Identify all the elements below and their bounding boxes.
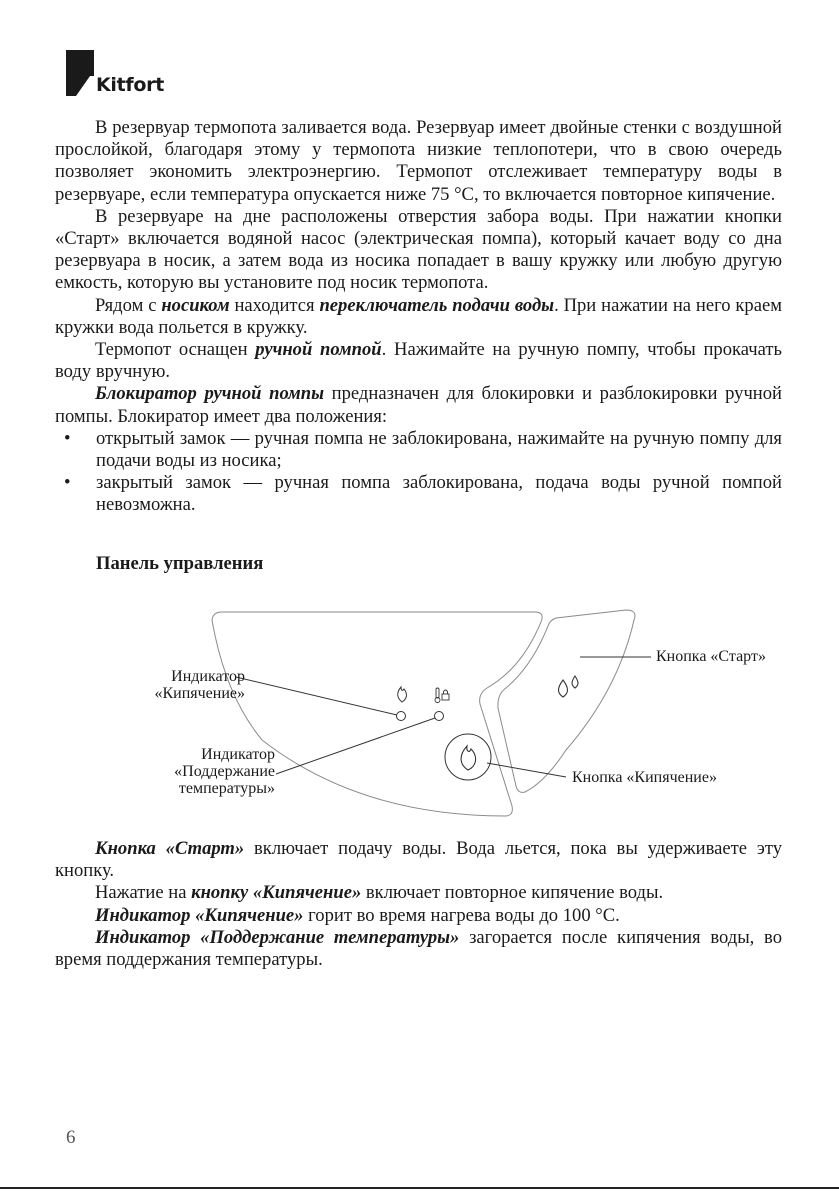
paragraph-reservoir: В резервуар термопота заливается вода. Резервуар имеет двойные стенки с воздушной прослойкой, благодаря этому у термопота низкие теплопотери, что в свою очередь позволяет экономить электроэнергию. Термопот отслеживает температуру воды в резервуаре, если температура опускается ниже 75 °C, то включается повторное кипячение. [55, 117, 782, 205]
boil-indicator-led [397, 712, 406, 721]
term-spout: носиком [161, 294, 230, 316]
section-title-control-panel: Панель управления [96, 553, 264, 574]
term-manual-pump: ручной помпой [255, 339, 382, 361]
paragraph-boil-button: Нажатие на кнопку «Кипячение» включает повторное кипячение воды. [95, 882, 664, 904]
leader-line-keep-indicator [276, 718, 435, 774]
brand-name: Kitfort [96, 74, 164, 96]
control-panel-diagram [0, 590, 839, 830]
paragraph-pump-lock: Блокиратор ручной помпы предназначен для блокировки и разблокировки ручной помпы. Блокиратор имеет два положения: [55, 383, 782, 427]
lock-positions-list [55, 428, 782, 517]
keep-warm-indicator-led [435, 712, 444, 721]
flame-icon [398, 687, 407, 702]
paragraph-manual-pump: Термопот оснащен ручной помпой. Нажимайте на ручную помпу, чтобы прокачать воду вручную. [55, 339, 782, 383]
term-water-switch: переключатель подачи воды [319, 294, 555, 316]
term-pump-lock: Блокиратор ручной помпы [95, 383, 325, 405]
term-start-button: Кнопка «Старт» [95, 838, 245, 859]
boil-button[interactable] [445, 734, 491, 780]
leader-line-boil-button [487, 763, 566, 777]
paragraph-start-button: Кнопка «Старт» включает подачу воды. Вода льется, пока вы удерживаете эту кнопку. [55, 838, 782, 882]
start-button[interactable] [559, 676, 579, 697]
label-start-button: Кнопка «Старт» [656, 648, 766, 665]
paragraph-pump: В резервуаре на дне расположены отверстия забора воды. При нажатии кнопки «Старт» включается водяной насос (электрическая помпа), который качает воду со дна резервуара в носик, а затем вода из носика попадает в вашу кружку или любую другую емкость, которую вы установите под носик термопота. [55, 205, 782, 294]
intro-text [55, 117, 782, 517]
list-item: • закрытый замок — ручная помпа заблокирована, подача воды ручной помпой невозможна. [64, 472, 782, 516]
term-boil-indicator: Индикатор «Кипячение» [95, 904, 304, 926]
thermometer-lock-icon [435, 688, 449, 703]
leader-line-boil-indicator [236, 677, 397, 715]
term-keep-warm-indicator: Индикатор «Поддержание температуры» [95, 926, 460, 948]
label-boil-button: Кнопка «Кипячение» [572, 769, 717, 786]
panel-description [55, 838, 782, 971]
label-boil-indicator: Индикатор «Кипячение» [154, 668, 245, 702]
paragraph-boil-indicator: Индикатор «Кипячение» горит во время нагрева воды до 100 °C. [95, 904, 620, 926]
page-number: 6 [66, 1127, 76, 1148]
term-boil-button: кнопку «Кипячение» [191, 882, 362, 904]
paragraph-keep-warm-indicator: Индикатор «Поддержание температуры» загорается после кипячения воды, во время поддержания температуры. [55, 926, 783, 971]
water-drop-icon [572, 676, 578, 688]
label-keep-warm-indicator: Индикатор «Поддержание температуры» [174, 746, 275, 797]
water-drop-icon [559, 680, 568, 697]
paragraph-spout: Рядом с носиком находится переключатель подачи воды. При нажатии на него краем кружки вода польется в кружку. [55, 294, 782, 338]
list-item: • открытый замок — ручная помпа не заблокирована, нажимайте на ручную помпу для подачи воды из носика; [64, 427, 782, 472]
page-bottom-rule [0, 1187, 839, 1189]
